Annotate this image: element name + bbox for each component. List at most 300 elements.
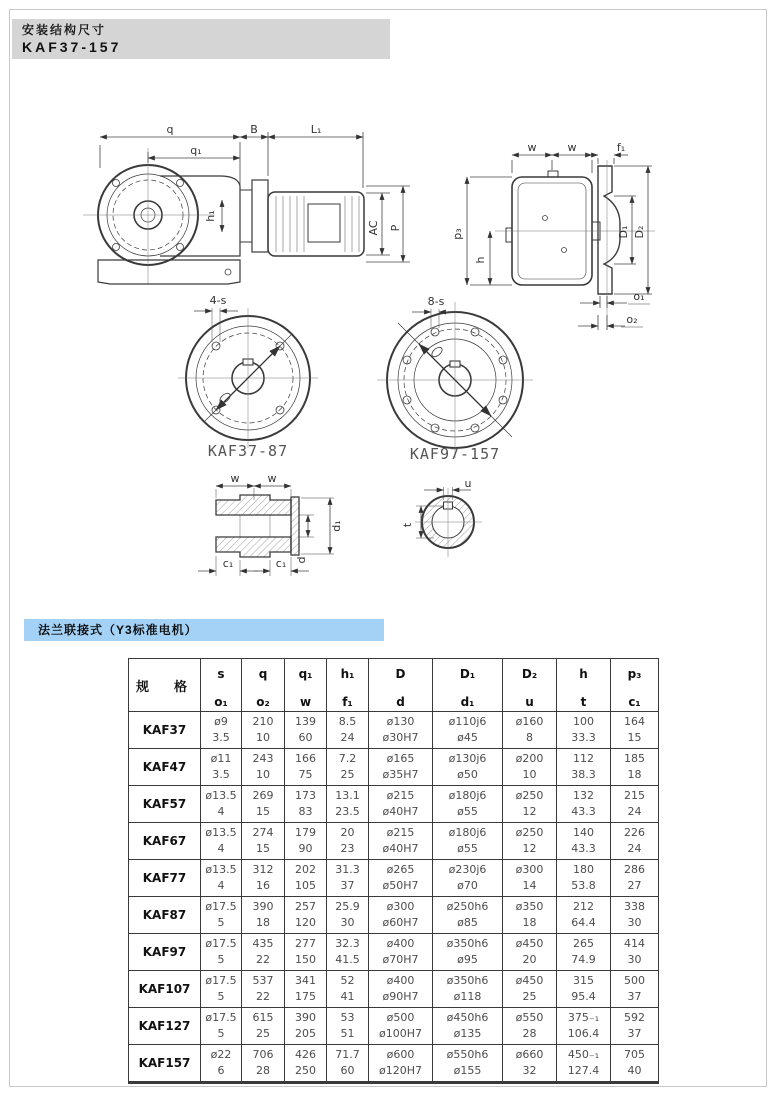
dim-value-top: ø230j6 [448, 863, 487, 876]
dim-value-top: 312 [252, 863, 274, 876]
table-row [129, 823, 659, 860]
dim-value-top: ø450 [515, 937, 544, 950]
dim-value-top: 210 [252, 715, 274, 728]
dim-cell [242, 1008, 285, 1045]
column-label-bottom: o₂ [256, 694, 270, 709]
dim-value-top: 592 [624, 1011, 645, 1024]
dim-cell [327, 786, 369, 823]
dim-value-top: 32.3 [335, 937, 360, 950]
spec-cell: KAF157 [129, 1045, 201, 1083]
dim-cell [369, 897, 433, 934]
dim-value-bottom: ø90H7 [382, 990, 419, 1003]
spec-cell: KAF67 [129, 823, 201, 860]
dim-value-top: ø130 [386, 715, 415, 728]
dim-cell [611, 934, 659, 971]
dim-value-bottom: 33.3 [571, 731, 596, 744]
dim-value-top: ø350 [515, 900, 544, 913]
column-label-bottom: w [299, 694, 312, 709]
dim-value-bottom: 175 [295, 990, 316, 1003]
dim-value-bottom: 12 [522, 842, 537, 855]
dim-value-bottom: 25 [522, 990, 537, 1003]
dim-value-top: ø250h6 [446, 900, 489, 913]
dim-cell [611, 786, 659, 823]
dim-cell [611, 712, 659, 749]
dim-cell [611, 971, 659, 1008]
spec-cell: KAF57 [129, 786, 201, 823]
dim-cell [242, 897, 285, 934]
dim-cell [369, 786, 433, 823]
dim-value-top: 25.9 [335, 900, 360, 913]
dim-value-bottom: 105 [295, 879, 316, 892]
dim-value-top: 375₋₁ [567, 1011, 600, 1024]
dim-value-top: ø200 [515, 752, 544, 765]
dim-o1: o₁ [633, 290, 645, 303]
dim-value-bottom: ø70H7 [382, 953, 419, 966]
dim-value-top: ø165 [386, 752, 415, 765]
dim-cell [611, 897, 659, 934]
dim-value-top: 180 [573, 863, 594, 876]
dim-d: d [295, 556, 308, 564]
dim-D1: D₁ [617, 225, 630, 239]
dim-cell [369, 823, 433, 860]
dim-cell [557, 897, 611, 934]
dim-value-bottom: 5 [217, 1027, 225, 1040]
dim-cell [285, 934, 327, 971]
dim-value-top: 706 [252, 1048, 274, 1061]
dim-value-top: 13.1 [335, 789, 360, 802]
dim-t: t [401, 522, 414, 528]
dim-cell [557, 823, 611, 860]
dim-c1-right: c₁ [275, 557, 287, 570]
dim-value-top: 450₋₁ [567, 1048, 600, 1061]
dim-value-top: 53 [340, 1011, 355, 1024]
dim-value-bottom: ø60H7 [382, 916, 419, 929]
dim-value-bottom: 90 [298, 842, 313, 855]
dim-value-top: 500 [624, 974, 645, 987]
dim-cell [327, 712, 369, 749]
dim-value-top: 390 [252, 900, 274, 913]
dim-value-top: 173 [295, 789, 316, 802]
dim-value-top: 112 [573, 752, 594, 765]
dim-value-bottom: 23 [340, 842, 355, 855]
column-label-top: q [258, 666, 268, 681]
table-row [129, 786, 659, 823]
dim-value-top: ø300 [386, 900, 415, 913]
dim-value-bottom: 4 [217, 805, 225, 818]
dim-value-top: ø400 [386, 937, 415, 950]
dim-value-bottom: ø40H7 [382, 805, 419, 818]
dim-d1: d₁ [330, 520, 343, 532]
dimension-table [128, 658, 659, 1084]
dim-value-bottom: 53.8 [571, 879, 596, 892]
dim-h: h [474, 256, 487, 264]
dim-value-top: ø450 [515, 974, 544, 987]
page-subtitle: 安装结构尺寸 [22, 23, 107, 37]
dim-cell [201, 823, 242, 860]
dim-cell [369, 1045, 433, 1083]
dim-value-bottom: 51 [340, 1027, 355, 1040]
dim-cell [327, 934, 369, 971]
dim-cell [201, 749, 242, 786]
flange4-caption: KAF37-87 [207, 442, 289, 460]
dim-value-bottom: 27 [627, 879, 642, 892]
dim-value-top: 390 [295, 1011, 316, 1024]
dim-cell [557, 971, 611, 1008]
table-header-row [129, 659, 659, 712]
dim-cell [503, 971, 557, 1008]
column-header [327, 659, 369, 712]
dim-value-top: ø9 [214, 715, 228, 728]
column-label-bottom: d₁ [460, 694, 475, 709]
dim-value-bottom: 60 [298, 731, 313, 744]
dim-value-bottom: 30 [340, 916, 355, 929]
column-header [285, 659, 327, 712]
table-row [129, 860, 659, 897]
dim-value-bottom: ø95 [457, 953, 478, 966]
dim-value-bottom: ø155 [453, 1064, 482, 1077]
dim-value-top: 71.7 [335, 1048, 360, 1061]
dim-value-top: ø180j6 [448, 826, 487, 839]
dim-value-top: ø17.5 [205, 1011, 237, 1024]
dim-cell [433, 749, 503, 786]
dim-cell [201, 934, 242, 971]
dim-cell [557, 934, 611, 971]
dim-value-bottom: 32 [522, 1064, 537, 1077]
dim-value-bottom: 15 [256, 842, 270, 855]
dim-value-bottom: ø100H7 [379, 1027, 422, 1040]
flange-view-4hole [178, 294, 318, 460]
column-label-top: D₂ [521, 666, 538, 681]
dim-value-top: 269 [252, 789, 274, 802]
dim-cell [433, 1045, 503, 1083]
spec-cell: KAF97 [129, 934, 201, 971]
dim-value-bottom: 18 [522, 916, 537, 929]
dim-value-bottom: 12 [522, 805, 537, 818]
column-label-bottom: u [525, 694, 534, 709]
dim-cell [201, 860, 242, 897]
dim-value-bottom: ø30H7 [382, 731, 419, 744]
dim-cell [611, 1045, 659, 1083]
dim-cell [611, 860, 659, 897]
dim-value-top: 615 [252, 1011, 274, 1024]
column-label-top: h [579, 666, 588, 681]
dim-value-top: 179 [295, 826, 316, 839]
dim-value-top: ø13.5 [205, 863, 237, 876]
dim-value-top: ø265 [386, 863, 415, 876]
dim-q: q [166, 123, 174, 136]
dim-value-bottom: ø35H7 [382, 768, 419, 781]
dim-cell [285, 971, 327, 1008]
dim-value-bottom: ø45 [457, 731, 478, 744]
dim-cell [369, 971, 433, 1008]
dim-cell [285, 1008, 327, 1045]
dim-value-bottom: ø70 [457, 879, 478, 892]
dim-value-bottom: 23.5 [335, 805, 360, 818]
dim-cell [327, 897, 369, 934]
table-row [129, 1008, 659, 1045]
dim-value-top: 215 [624, 789, 645, 802]
column-label-bottom: o₁ [214, 694, 228, 709]
dim-value-bottom: 30 [627, 916, 642, 929]
dim-B: B [250, 123, 258, 136]
dim-cell [327, 823, 369, 860]
dim-u: u [464, 477, 472, 490]
dim-cell [557, 1045, 611, 1083]
front-view [451, 141, 655, 330]
dim-value-bottom: ø118 [453, 990, 482, 1003]
dim-cell [611, 823, 659, 860]
dim-value-top: 414 [624, 937, 645, 950]
dim-value-top: ø13.5 [205, 789, 237, 802]
dim-cell [433, 823, 503, 860]
dim-value-top: 202 [295, 863, 316, 876]
dim-value-bottom: 28 [522, 1027, 537, 1040]
dim-value-top: 7.2 [338, 752, 357, 765]
dim-value-top: ø13.5 [205, 826, 237, 839]
dim-value-top: ø660 [515, 1048, 544, 1061]
dim-value-bottom: 250 [295, 1064, 316, 1077]
dim-cell [433, 897, 503, 934]
dim-value-bottom: 10 [256, 768, 270, 781]
table-row [129, 1045, 659, 1083]
dim-value-bottom: 30 [627, 953, 642, 966]
dim-value-top: ø160 [515, 715, 544, 728]
dim-value-bottom: ø55 [457, 842, 478, 855]
dim-cell [285, 823, 327, 860]
dim-cell [503, 1008, 557, 1045]
spec-cell: KAF37 [129, 712, 201, 749]
dim-value-bottom: 22 [256, 953, 270, 966]
dim-value-top: ø350h6 [446, 937, 489, 950]
dim-value-top: ø17.5 [205, 900, 237, 913]
dim-value-top: 212 [573, 900, 594, 913]
dim-cell [433, 712, 503, 749]
dim-value-bottom: 15 [627, 731, 642, 744]
table-row [129, 712, 659, 749]
dim-cell [503, 712, 557, 749]
table-row [129, 971, 659, 1008]
dim-value-bottom: ø120H7 [379, 1064, 422, 1077]
dim-value-bottom: 25 [340, 768, 355, 781]
dim-value-bottom: 4 [217, 842, 225, 855]
dim-cell [201, 897, 242, 934]
dim-cell [557, 860, 611, 897]
table-row [129, 749, 659, 786]
dim-cell [242, 712, 285, 749]
dim-value-bottom: 28 [256, 1064, 270, 1077]
dim-value-bottom: 106.4 [567, 1027, 600, 1040]
spec-column-header: 规 格 [129, 659, 201, 712]
dim-cell [327, 1008, 369, 1045]
dim-value-bottom: 18 [627, 768, 642, 781]
dim-q1: q₁ [190, 144, 202, 157]
dim-value-bottom: 3.5 [212, 768, 230, 781]
dim-cell [369, 1008, 433, 1045]
dim-value-top: 140 [573, 826, 594, 839]
dim-cell [369, 712, 433, 749]
dim-p3: p₃ [451, 228, 464, 240]
dim-value-bottom: 8 [526, 731, 533, 744]
dim-value-top: 435 [252, 937, 274, 950]
spec-cell: KAF127 [129, 1008, 201, 1045]
dim-cell [201, 786, 242, 823]
dim-h1: h₁ [204, 210, 217, 222]
shaft-end-section [401, 477, 482, 557]
dim-value-bottom: 4 [217, 879, 225, 892]
dim-value-bottom: 41 [340, 990, 355, 1003]
dim-cell [503, 749, 557, 786]
column-label-bottom: t [580, 694, 587, 709]
dim-cell [285, 749, 327, 786]
dim-value-bottom: 20 [522, 953, 537, 966]
side-view [83, 123, 410, 284]
dim-value-top: ø17.5 [205, 974, 237, 987]
dim-value-bottom: 6 [217, 1064, 225, 1077]
dim-value-bottom: 25 [256, 1027, 270, 1040]
spec-cell: KAF107 [129, 971, 201, 1008]
dim-value-bottom: 10 [522, 768, 537, 781]
dim-cell [433, 971, 503, 1008]
dim-value-bottom: ø50H7 [382, 879, 419, 892]
dim-value-top: ø450h6 [446, 1011, 489, 1024]
column-label-top: q₁ [298, 666, 313, 681]
dim-cell [557, 786, 611, 823]
dim-D2: D₂ [633, 225, 646, 239]
dim-cell [557, 749, 611, 786]
dim-cell [242, 934, 285, 971]
dim-cell [503, 897, 557, 934]
dim-cell [285, 786, 327, 823]
dim-value-bottom: 16 [256, 879, 270, 892]
dim-value-top: 537 [252, 974, 274, 987]
dim-value-bottom: 40 [627, 1064, 642, 1077]
dim-cell [327, 860, 369, 897]
dim-cell [242, 786, 285, 823]
dim-value-bottom: 75 [298, 768, 313, 781]
dim-cell [201, 1008, 242, 1045]
dim-value-bottom: 60 [340, 1064, 355, 1077]
dim-value-bottom: 18 [256, 916, 270, 929]
dim-cell [503, 860, 557, 897]
column-label-top: s [217, 666, 225, 681]
dim-value-top: ø17.5 [205, 937, 237, 950]
dim-cell [433, 934, 503, 971]
dim-cell [369, 749, 433, 786]
dim-value-bottom: 24 [627, 842, 642, 855]
dim-value-bottom: 37 [627, 990, 642, 1003]
column-header [242, 659, 285, 712]
dim-value-top: 139 [295, 715, 316, 728]
dim-value-bottom: ø50 [457, 768, 478, 781]
dim-cell [242, 971, 285, 1008]
spec-cell: KAF77 [129, 860, 201, 897]
column-header [433, 659, 503, 712]
column-label-top: h₁ [340, 666, 355, 681]
dim-cell [433, 786, 503, 823]
dim-cell [327, 971, 369, 1008]
dim-value-top: 426 [295, 1048, 316, 1061]
column-header [503, 659, 557, 712]
dim-cell [327, 1045, 369, 1083]
column-label-bottom: d [396, 694, 405, 709]
dim-cell [285, 860, 327, 897]
hollow-shaft-section [198, 472, 343, 576]
dim-value-top: 257 [295, 900, 316, 913]
dim-value-bottom: 95.4 [571, 990, 596, 1003]
dim-value-bottom: 24 [340, 731, 355, 744]
dim-value-top: 705 [624, 1048, 645, 1061]
dim-value-top: ø110j6 [448, 715, 487, 728]
dim-cell [557, 1008, 611, 1045]
dim-value-bottom: 3.5 [212, 731, 230, 744]
dim-value-top: 8.5 [338, 715, 357, 728]
dim-value-bottom: 83 [298, 805, 313, 818]
dim-value-top: ø550 [515, 1011, 544, 1024]
column-header [557, 659, 611, 712]
bolt-count-label: 8-s [427, 295, 445, 308]
dim-cell [557, 712, 611, 749]
dim-AC: AC [367, 220, 380, 236]
dim-L1: L₁ [310, 123, 322, 136]
dim-value-top: ø215 [386, 826, 415, 839]
dim-value-top: 185 [624, 752, 645, 765]
dim-value-bottom: 41.5 [335, 953, 360, 966]
flange-view-8hole [377, 295, 533, 463]
dim-cell [503, 934, 557, 971]
dim-value-top: ø500 [386, 1011, 415, 1024]
column-label-bottom: c₁ [628, 694, 641, 709]
dim-value-top: 100 [573, 715, 594, 728]
dim-value-bottom: 5 [217, 990, 225, 1003]
dim-value-top: ø130j6 [448, 752, 487, 765]
dim-value-top: 226 [624, 826, 645, 839]
dim-o2: o₂ [626, 313, 638, 326]
dim-value-top: ø11 [210, 752, 232, 765]
dim-cell [503, 786, 557, 823]
dim-cell [201, 971, 242, 1008]
spec-cell: KAF87 [129, 897, 201, 934]
column-label-top: p₃ [627, 666, 642, 681]
dim-value-top: 132 [573, 789, 594, 802]
dim-cell [242, 860, 285, 897]
dim-value-bottom: 127.4 [567, 1064, 600, 1077]
dim-cell [433, 1008, 503, 1045]
dim-value-top: 286 [624, 863, 645, 876]
dim-value-top: 315 [573, 974, 594, 987]
bolt-count-label: 4-s [209, 294, 227, 307]
dim-c1-left: c₁ [222, 557, 234, 570]
dim-value-top: 277 [295, 937, 316, 950]
dim-value-bottom: 5 [217, 953, 225, 966]
dim-f1: f₁ [616, 141, 626, 154]
dim-cell [201, 1045, 242, 1083]
section-banner: 法兰联接式（Y3标准电机） [24, 619, 384, 641]
dim-value-top: ø250 [515, 826, 544, 839]
dim-value-bottom: 37 [627, 1027, 642, 1040]
dim-value-top: ø22 [210, 1048, 232, 1061]
dim-cell [369, 860, 433, 897]
dim-value-bottom: 43.3 [571, 805, 596, 818]
dim-value-top: ø550h6 [446, 1048, 489, 1061]
dim-cell [242, 823, 285, 860]
dim-cell [285, 712, 327, 749]
dim-value-bottom: 5 [217, 916, 225, 929]
dim-value-top: 31.3 [335, 863, 360, 876]
dim-cell [369, 934, 433, 971]
dim-value-bottom: 22 [256, 990, 270, 1003]
dim-value-top: ø250 [515, 789, 544, 802]
dim-value-bottom: 24 [627, 805, 642, 818]
